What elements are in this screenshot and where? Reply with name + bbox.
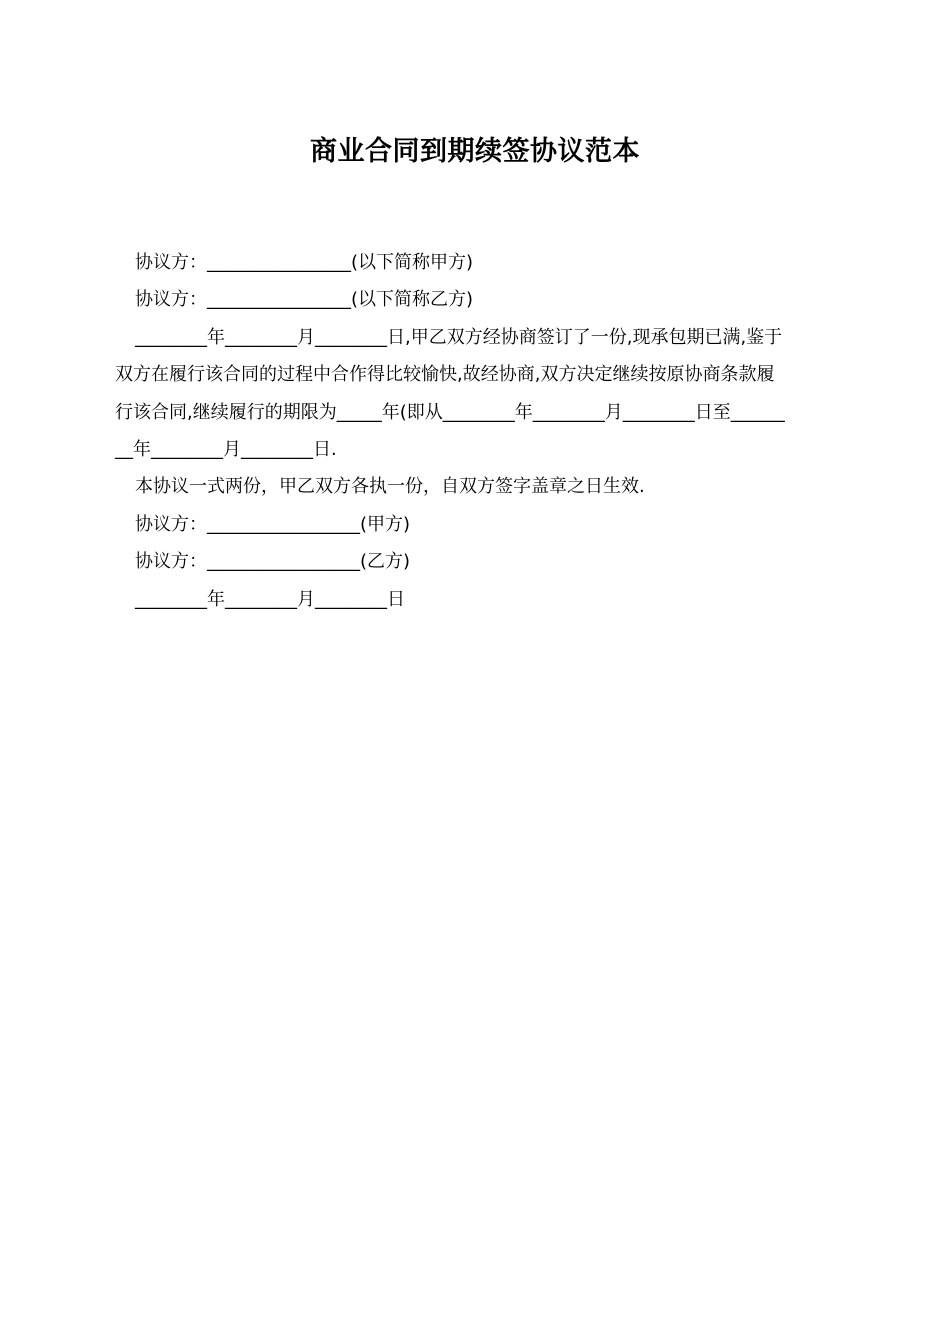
paragraph-line: __年________月________日. [115,438,337,460]
paragraph-line: 行该合同,继续履行的期限为_____年(即从________年________月________日至______ [115,401,785,423]
signature-date-line: ________年________月________日 [135,588,405,610]
party-b-line: 协议方：________________(以下简称乙方) [135,289,474,311]
signature-party-b-line: 协议方：_________________(乙方) [135,551,411,573]
document-body [115,244,837,618]
document-title: 商业合同到期续签协议范本 [310,136,640,167]
party-a-line: 协议方：________________(以下简称甲方) [135,252,474,273]
signature-party-a-line: 协议方：_________________(甲方) [135,513,411,535]
paragraph-line: ________年________月________日,甲乙双方经协商签订了一份,现承包期已满,鉴于 [135,326,783,348]
copies-clause-line: 本协议一式两份，甲乙双方各执一份，自双方签字盖章之日生效. [135,476,645,498]
paragraph-line: 双方在履行该合同的过程中合作得比较愉快,故经协商,双方决定继续按原协商条款履 [115,364,775,386]
